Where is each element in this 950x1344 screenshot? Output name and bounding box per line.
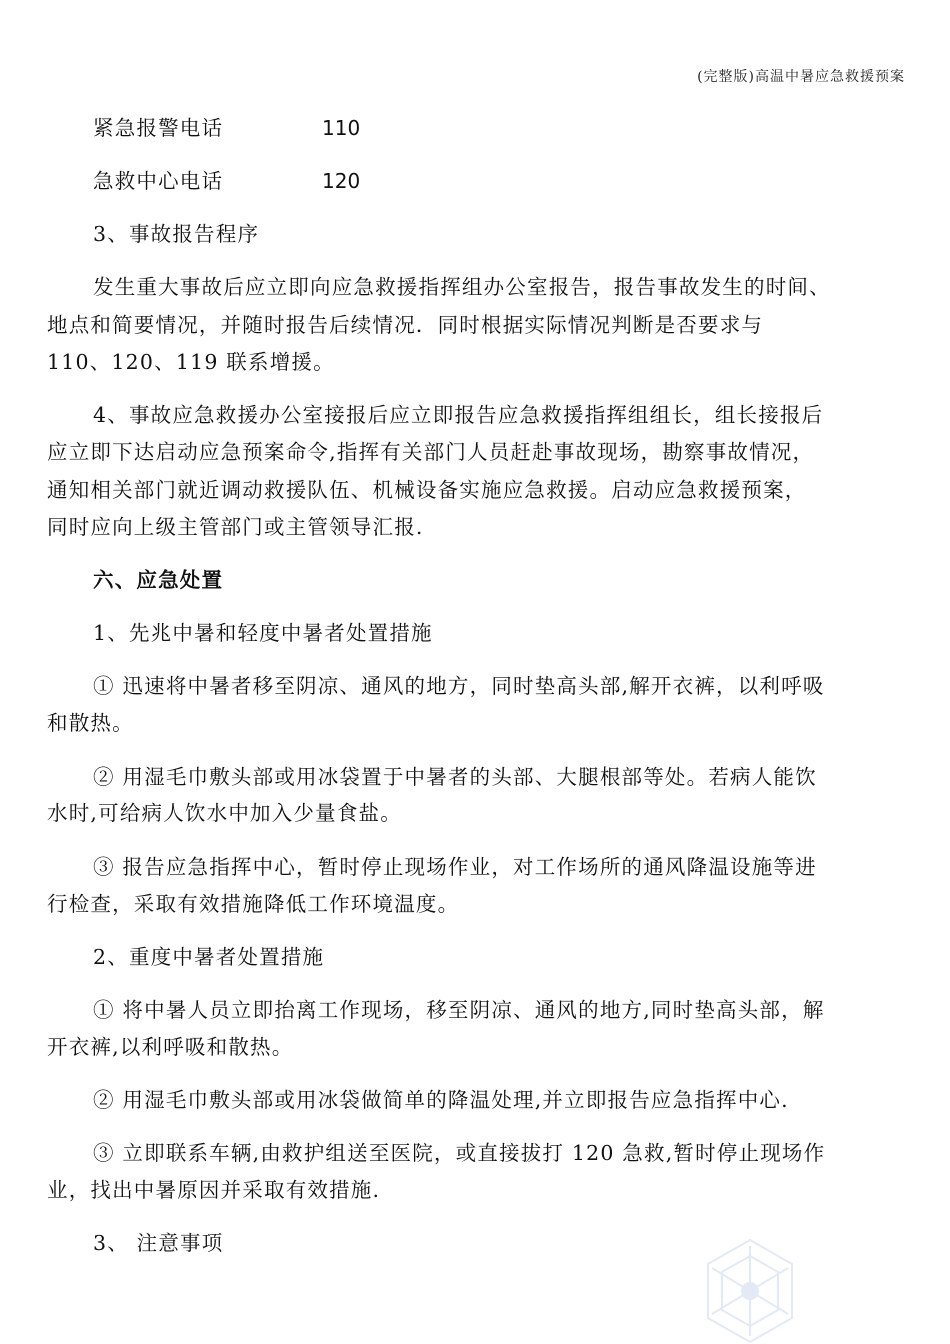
sub2-item2-line: ② 用湿毛巾敷头部或用冰袋做简单的降温处理,并立即报告应急指挥中心. xyxy=(93,1088,789,1112)
sub2-item1-line: ① 将中暑人员立即抬离工作现场，移至阴凉、通风的地方,同时垫高头部，解 xyxy=(93,998,825,1022)
page-header-title: (完整版)高温中暑应急救援预案 xyxy=(697,69,905,85)
sub1-item2-line: ② 用湿毛巾敷头部或用冰袋置于中暑者的头部、大腿根部等处。若病人能饮 xyxy=(93,765,817,789)
section3-heading: 3、事故报告程序 xyxy=(93,222,260,246)
section3-para-line: 110、120、119 联系增援。 xyxy=(47,350,335,374)
snowflake-logo-icon xyxy=(690,1238,810,1344)
section3-para-line: 发生重大事故后应立即向应急救援指挥组办公室报告，报告事故发生的时间、 xyxy=(93,275,831,299)
rescue-phone-number: 120 xyxy=(322,169,361,193)
sub1-item1-line: 和散热。 xyxy=(47,711,134,735)
alarm-phone-number: 110 xyxy=(322,116,361,140)
alarm-phone-label: 紧急报警电话 xyxy=(93,116,224,140)
sub1-item3-line: 行检查，采取有效措施降低工作环境温度。 xyxy=(47,892,460,916)
section6-heading: 六、应急处置 xyxy=(93,568,224,592)
sub2-item1-line: 开衣裤,以利呼吸和散热。 xyxy=(47,1035,294,1059)
sub2-item3-line: ③ 立即联系车辆,由救护组送至医院，或直接拔打 120 急救,暂时停止现场作 xyxy=(93,1141,826,1165)
section4-para-line: 应立即下达启动应急预案命令,指挥有关部门人员赶赴事故现场，勘察事故情况， xyxy=(47,440,815,464)
sub1-item1-line: ① 迅速将中暑者移至阴凉、通风的地方，同时垫高头部,解开衣裤，以利呼吸 xyxy=(93,674,825,698)
sub3-heading: 3、 注意事项 xyxy=(93,1231,224,1255)
section3-para-line: 地点和简要情况，并随时报告后续情况．同时根据实际情况判断是否要求与 xyxy=(47,313,764,337)
sub1-heading: 1、先兆中暑和轻度中暑者处置措施 xyxy=(93,621,433,645)
section4-para-line: 4、事故应急救援办公室接报后应立即报告应急救援指挥组组长，组长接报后 xyxy=(93,403,824,427)
sub2-heading: 2、重度中暑者处置措施 xyxy=(93,945,325,969)
sub1-item3-line: ③ 报告应急指挥中心，暂时停止现场作业，对工作场所的通风降温设施等进 xyxy=(93,855,817,879)
section4-para-line: 同时应向上级主管部门或主管领导汇报. xyxy=(47,515,424,539)
sub1-item2-line: 水时,可给病人饮水中加入少量食盐。 xyxy=(47,801,402,825)
rescue-phone-label: 急救中心电话 xyxy=(93,169,224,193)
section4-para-line: 通知相关部门就近调动救援队伍、机械设备实施应急救援。启动应急救援预案， xyxy=(47,478,807,502)
sub2-item3-line: 业，找出中暑原因并采取有效措施. xyxy=(47,1178,381,1202)
